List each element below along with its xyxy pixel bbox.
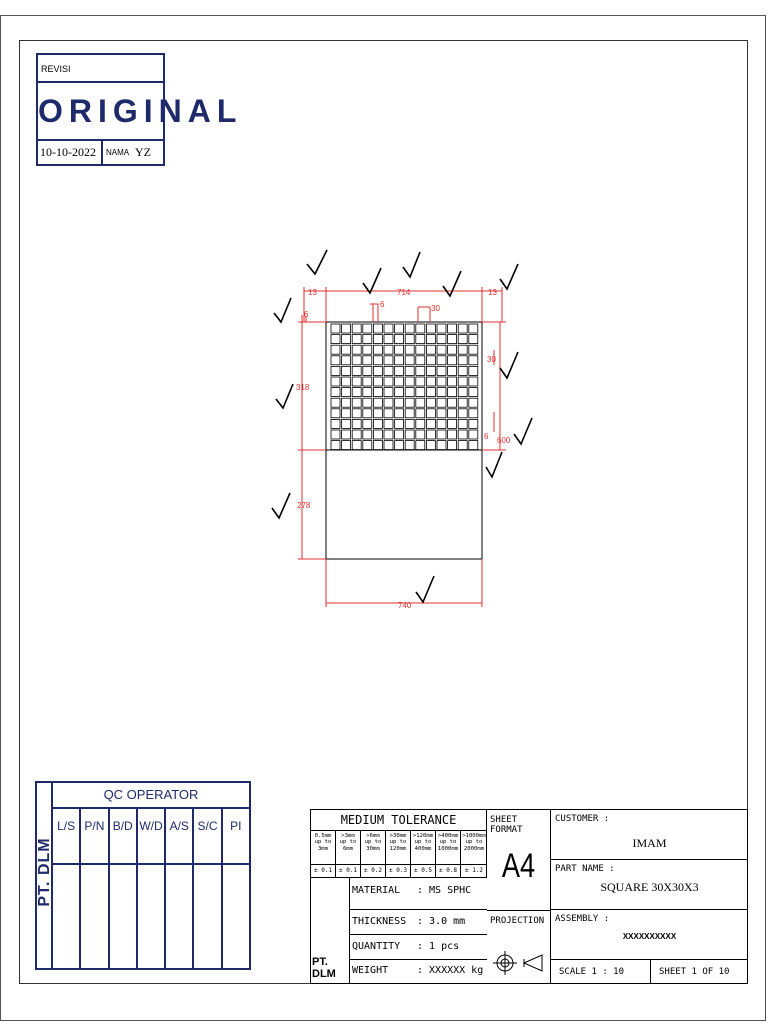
square-hole bbox=[342, 430, 351, 439]
tolerance-title: MEDIUM TOLERANCE bbox=[311, 810, 487, 831]
square-hole bbox=[469, 419, 478, 428]
square-hole bbox=[458, 335, 467, 344]
square-hole bbox=[448, 335, 457, 344]
square-hole bbox=[405, 356, 414, 365]
square-hole bbox=[458, 441, 467, 450]
square-hole bbox=[426, 409, 435, 418]
square-hole bbox=[458, 409, 467, 418]
square-hole bbox=[458, 419, 467, 428]
square-hole bbox=[331, 398, 340, 407]
square-hole bbox=[405, 409, 414, 418]
square-hole bbox=[373, 324, 382, 333]
square-hole bbox=[395, 324, 404, 333]
square-hole bbox=[448, 409, 457, 418]
square-hole bbox=[426, 345, 435, 354]
square-hole bbox=[395, 441, 404, 450]
part-name-label: PART NAME : bbox=[555, 864, 615, 874]
square-hole bbox=[342, 419, 351, 428]
dim-left-edge: 6 bbox=[304, 310, 309, 319]
square-hole bbox=[373, 356, 382, 365]
square-hole bbox=[373, 398, 382, 407]
square-hole bbox=[458, 388, 467, 397]
square-hole bbox=[458, 430, 467, 439]
square-hole bbox=[342, 345, 351, 354]
square-hole bbox=[352, 441, 361, 450]
square-hole bbox=[331, 356, 340, 365]
square-hole bbox=[469, 324, 478, 333]
checkmark-icon bbox=[276, 384, 293, 408]
checkmarks bbox=[272, 250, 532, 602]
checkmark-icon bbox=[363, 268, 381, 293]
qc-col-pi: PI bbox=[230, 819, 242, 833]
square-hole bbox=[395, 345, 404, 354]
qc-cell bbox=[194, 865, 222, 968]
square-hole bbox=[384, 377, 393, 386]
square-hole bbox=[373, 335, 382, 344]
square-hole bbox=[352, 409, 361, 418]
qc-company bbox=[37, 783, 53, 968]
tolerance-col: >30mm up to 120mm ± 0.3 bbox=[386, 831, 411, 877]
qc-title: QC OPERATOR bbox=[53, 783, 249, 809]
qc-col-pn: P/N bbox=[81, 809, 109, 863]
square-hole bbox=[448, 388, 457, 397]
qc-signature-cells bbox=[53, 865, 249, 968]
square-hole bbox=[352, 345, 361, 354]
square-hole bbox=[448, 366, 457, 375]
square-hole bbox=[416, 409, 425, 418]
square-hole bbox=[373, 409, 382, 418]
checkmark-icon bbox=[416, 576, 434, 602]
square-hole bbox=[395, 335, 404, 344]
square-hole bbox=[416, 335, 425, 344]
square-hole bbox=[437, 345, 446, 354]
tolerance-col: 0.5mm up to 3mm ± 0.1 bbox=[311, 831, 336, 877]
square-hole bbox=[405, 335, 414, 344]
revision-status: ORIGINAL bbox=[38, 81, 163, 141]
square-hole bbox=[331, 324, 340, 333]
dim-hole-gap: 6 bbox=[380, 300, 385, 309]
sheet-format-value: A4 bbox=[501, 847, 536, 885]
square-hole bbox=[458, 398, 467, 407]
projection-cell bbox=[487, 910, 551, 984]
square-hole bbox=[426, 388, 435, 397]
qc-column-headers bbox=[53, 809, 249, 865]
square-hole bbox=[416, 366, 425, 375]
square-hole bbox=[416, 356, 425, 365]
square-hole bbox=[395, 430, 404, 439]
square-hole bbox=[458, 366, 467, 375]
company-cell bbox=[311, 877, 350, 984]
checkmark-icon bbox=[307, 250, 327, 274]
square-hole bbox=[426, 419, 435, 428]
qc-cell bbox=[166, 865, 194, 968]
square-hole bbox=[395, 356, 404, 365]
square-hole bbox=[352, 419, 361, 428]
square-hole bbox=[448, 356, 457, 365]
company-name: PT. DLM bbox=[312, 956, 336, 980]
square-hole bbox=[448, 398, 457, 407]
square-hole bbox=[426, 441, 435, 450]
square-hole bbox=[437, 377, 446, 386]
square-hole bbox=[373, 345, 382, 354]
square-hole bbox=[342, 335, 351, 344]
assembly-label: ASSEMBLY : bbox=[555, 914, 610, 924]
square-hole bbox=[416, 377, 425, 386]
square-hole bbox=[458, 377, 467, 386]
square-hole bbox=[363, 345, 372, 354]
square-hole bbox=[352, 335, 361, 344]
tolerance-col: >400mm up to 1000mm ± 0.8 bbox=[436, 831, 461, 877]
square-hole bbox=[426, 366, 435, 375]
square-hole bbox=[448, 345, 457, 354]
material-row: MATERIAL : MS SPHC bbox=[352, 885, 472, 896]
square-hole bbox=[448, 377, 457, 386]
revision-date: 10-10-2022 bbox=[40, 145, 96, 159]
square-hole bbox=[363, 409, 372, 418]
square-hole bbox=[469, 345, 478, 354]
square-hole bbox=[373, 419, 382, 428]
square-hole bbox=[405, 398, 414, 407]
square-hole bbox=[437, 335, 446, 344]
square-hole bbox=[437, 409, 446, 418]
title-block bbox=[310, 809, 748, 984]
square-hole bbox=[416, 345, 425, 354]
dim-perforated-height: 318 bbox=[296, 383, 310, 392]
dim-hole-size-side: 30 bbox=[487, 355, 496, 364]
square-hole bbox=[384, 335, 393, 344]
part-name-cell bbox=[551, 860, 748, 910]
perforation-grid bbox=[331, 324, 478, 450]
square-hole bbox=[437, 324, 446, 333]
tolerance-col: >3mm up to 6mm ± 0.1 bbox=[336, 831, 361, 877]
dim-top-right-margin: 13 bbox=[488, 288, 497, 297]
square-hole bbox=[469, 441, 478, 450]
checkmark-icon bbox=[500, 352, 518, 378]
dim-hole-size-top: 30 bbox=[431, 304, 440, 313]
qc-cell bbox=[223, 865, 249, 968]
square-hole bbox=[395, 419, 404, 428]
square-hole bbox=[469, 366, 478, 375]
square-hole bbox=[384, 430, 393, 439]
sheet-cell: SHEET 1 OF 10 bbox=[659, 967, 730, 977]
checkmark-icon bbox=[403, 252, 420, 277]
square-hole bbox=[448, 441, 457, 450]
divider bbox=[350, 934, 487, 935]
square-hole bbox=[405, 441, 414, 450]
square-hole bbox=[395, 388, 404, 397]
sheet-format-label: SHEET FORMAT bbox=[490, 815, 523, 835]
square-hole bbox=[458, 345, 467, 354]
divider bbox=[350, 959, 487, 960]
square-hole bbox=[363, 441, 372, 450]
quantity-row: QUANTITY : 1 pcs bbox=[352, 941, 460, 952]
square-hole bbox=[342, 409, 351, 418]
name-label: NAMA bbox=[106, 148, 130, 157]
square-hole bbox=[352, 398, 361, 407]
square-hole bbox=[405, 366, 414, 375]
square-hole bbox=[342, 366, 351, 375]
square-hole bbox=[395, 409, 404, 418]
checkmark-icon bbox=[500, 264, 518, 289]
customer-label: CUSTOMER : bbox=[555, 814, 610, 824]
square-hole bbox=[395, 366, 404, 375]
square-hole bbox=[437, 388, 446, 397]
square-hole bbox=[405, 388, 414, 397]
square-hole bbox=[331, 366, 340, 375]
square-hole bbox=[373, 441, 382, 450]
dim-total-height: 600 bbox=[497, 436, 511, 445]
square-hole bbox=[331, 409, 340, 418]
square-hole bbox=[437, 430, 446, 439]
square-hole bbox=[342, 441, 351, 450]
checkmark-icon bbox=[514, 418, 532, 444]
square-hole bbox=[426, 430, 435, 439]
square-hole bbox=[373, 430, 382, 439]
square-hole bbox=[352, 377, 361, 386]
square-hole bbox=[352, 366, 361, 375]
dim-bottom-gap: 6 bbox=[484, 432, 489, 441]
square-hole bbox=[363, 356, 372, 365]
name-value: YZ bbox=[135, 145, 151, 159]
square-hole bbox=[437, 441, 446, 450]
checkmark-icon bbox=[274, 298, 291, 322]
assembly-cell bbox=[551, 910, 748, 960]
square-hole bbox=[384, 398, 393, 407]
tolerance-col: >120mm up to 400mm ± 0.5 bbox=[411, 831, 436, 877]
square-hole bbox=[405, 324, 414, 333]
qc-col-bd: B/D bbox=[110, 809, 138, 863]
square-hole bbox=[416, 419, 425, 428]
revision-label: REVISI bbox=[41, 64, 71, 74]
square-hole bbox=[363, 398, 372, 407]
square-hole bbox=[384, 409, 393, 418]
square-hole bbox=[373, 388, 382, 397]
square-hole bbox=[469, 398, 478, 407]
sheet-format-cell bbox=[487, 810, 551, 910]
square-hole bbox=[331, 388, 340, 397]
qc-company-text: PT. DLM bbox=[36, 837, 53, 907]
square-hole bbox=[405, 430, 414, 439]
part-info bbox=[551, 810, 748, 984]
square-hole bbox=[416, 398, 425, 407]
square-hole bbox=[331, 430, 340, 439]
square-hole bbox=[363, 388, 372, 397]
qc-cell bbox=[110, 865, 138, 968]
square-hole bbox=[342, 356, 351, 365]
square-hole bbox=[426, 356, 435, 365]
qc-cell bbox=[138, 865, 166, 968]
tolerance-col: >1000mm up to 2000mm ± 1.2 bbox=[462, 833, 486, 874]
square-hole bbox=[384, 388, 393, 397]
tolerance-table bbox=[311, 831, 487, 877]
square-hole bbox=[469, 430, 478, 439]
scale-cell: SCALE 1 : 10 bbox=[551, 960, 651, 984]
qc-col-wd: W/D bbox=[138, 809, 166, 863]
square-hole bbox=[448, 419, 457, 428]
thickness-row: THICKNESS : 3.0 mm bbox=[352, 916, 466, 927]
square-hole bbox=[469, 388, 478, 397]
square-hole bbox=[342, 324, 351, 333]
dim-top-left-margin: 13 bbox=[308, 288, 317, 297]
square-hole bbox=[363, 430, 372, 439]
square-hole bbox=[342, 377, 351, 386]
assembly-value: XXXXXXXXXX bbox=[622, 932, 677, 941]
square-hole bbox=[426, 398, 435, 407]
square-hole bbox=[331, 335, 340, 344]
square-hole bbox=[469, 356, 478, 365]
dim-plain-height: 278 bbox=[297, 501, 311, 510]
square-hole bbox=[331, 345, 340, 354]
tolerance-col: >6mm up to 30mm ± 0.2 bbox=[361, 831, 386, 877]
square-hole bbox=[384, 345, 393, 354]
dim-total-width: 740 bbox=[398, 601, 412, 610]
weight-row: WEIGHT : XXXXXX kg bbox=[352, 965, 484, 976]
qc-col-ls: L/S bbox=[53, 809, 81, 863]
qc-cell bbox=[53, 865, 81, 968]
square-hole bbox=[352, 388, 361, 397]
square-hole bbox=[395, 377, 404, 386]
square-hole bbox=[352, 430, 361, 439]
part-name-value: SQUARE 30X30X3 bbox=[600, 880, 699, 894]
square-hole bbox=[352, 356, 361, 365]
square-hole bbox=[405, 377, 414, 386]
square-hole bbox=[384, 356, 393, 365]
projection-label: PROJECTION bbox=[490, 916, 545, 926]
qc-col-sc: S/C bbox=[194, 809, 222, 863]
square-hole bbox=[331, 377, 340, 386]
square-hole bbox=[416, 388, 425, 397]
square-hole bbox=[363, 419, 372, 428]
divider bbox=[350, 909, 487, 910]
customer-value: IMAM bbox=[632, 836, 667, 850]
projection-symbol-icon bbox=[488, 943, 550, 983]
qc-col-as: A/S bbox=[166, 809, 194, 863]
square-hole bbox=[405, 419, 414, 428]
square-hole bbox=[437, 366, 446, 375]
square-hole bbox=[384, 324, 393, 333]
qc-operator-block bbox=[35, 781, 251, 970]
square-hole bbox=[373, 366, 382, 375]
square-hole bbox=[416, 430, 425, 439]
square-hole bbox=[373, 377, 382, 386]
square-hole bbox=[342, 398, 351, 407]
square-hole bbox=[416, 324, 425, 333]
square-hole bbox=[437, 398, 446, 407]
checkmark-icon bbox=[272, 493, 290, 518]
square-hole bbox=[469, 335, 478, 344]
qc-cell bbox=[81, 865, 109, 968]
square-hole bbox=[416, 441, 425, 450]
customer-cell bbox=[551, 810, 748, 860]
square-hole bbox=[469, 409, 478, 418]
square-hole bbox=[426, 335, 435, 344]
square-hole bbox=[448, 430, 457, 439]
square-hole bbox=[405, 345, 414, 354]
dim-top-width: 714 bbox=[397, 288, 411, 297]
square-hole bbox=[363, 335, 372, 344]
square-hole bbox=[342, 388, 351, 397]
square-hole bbox=[363, 377, 372, 386]
square-hole bbox=[469, 377, 478, 386]
square-hole bbox=[458, 324, 467, 333]
square-hole bbox=[437, 419, 446, 428]
square-hole bbox=[363, 366, 372, 375]
square-hole bbox=[352, 324, 361, 333]
square-hole bbox=[331, 419, 340, 428]
square-hole bbox=[384, 366, 393, 375]
square-hole bbox=[437, 356, 446, 365]
square-hole bbox=[331, 441, 340, 450]
square-hole bbox=[448, 324, 457, 333]
square-hole bbox=[426, 377, 435, 386]
square-hole bbox=[363, 324, 372, 333]
square-hole bbox=[384, 441, 393, 450]
checkmark-icon bbox=[486, 452, 502, 477]
square-hole bbox=[395, 398, 404, 407]
square-hole bbox=[384, 419, 393, 428]
checkmark-icon bbox=[443, 271, 461, 296]
square-hole bbox=[458, 356, 467, 365]
square-hole bbox=[426, 324, 435, 333]
